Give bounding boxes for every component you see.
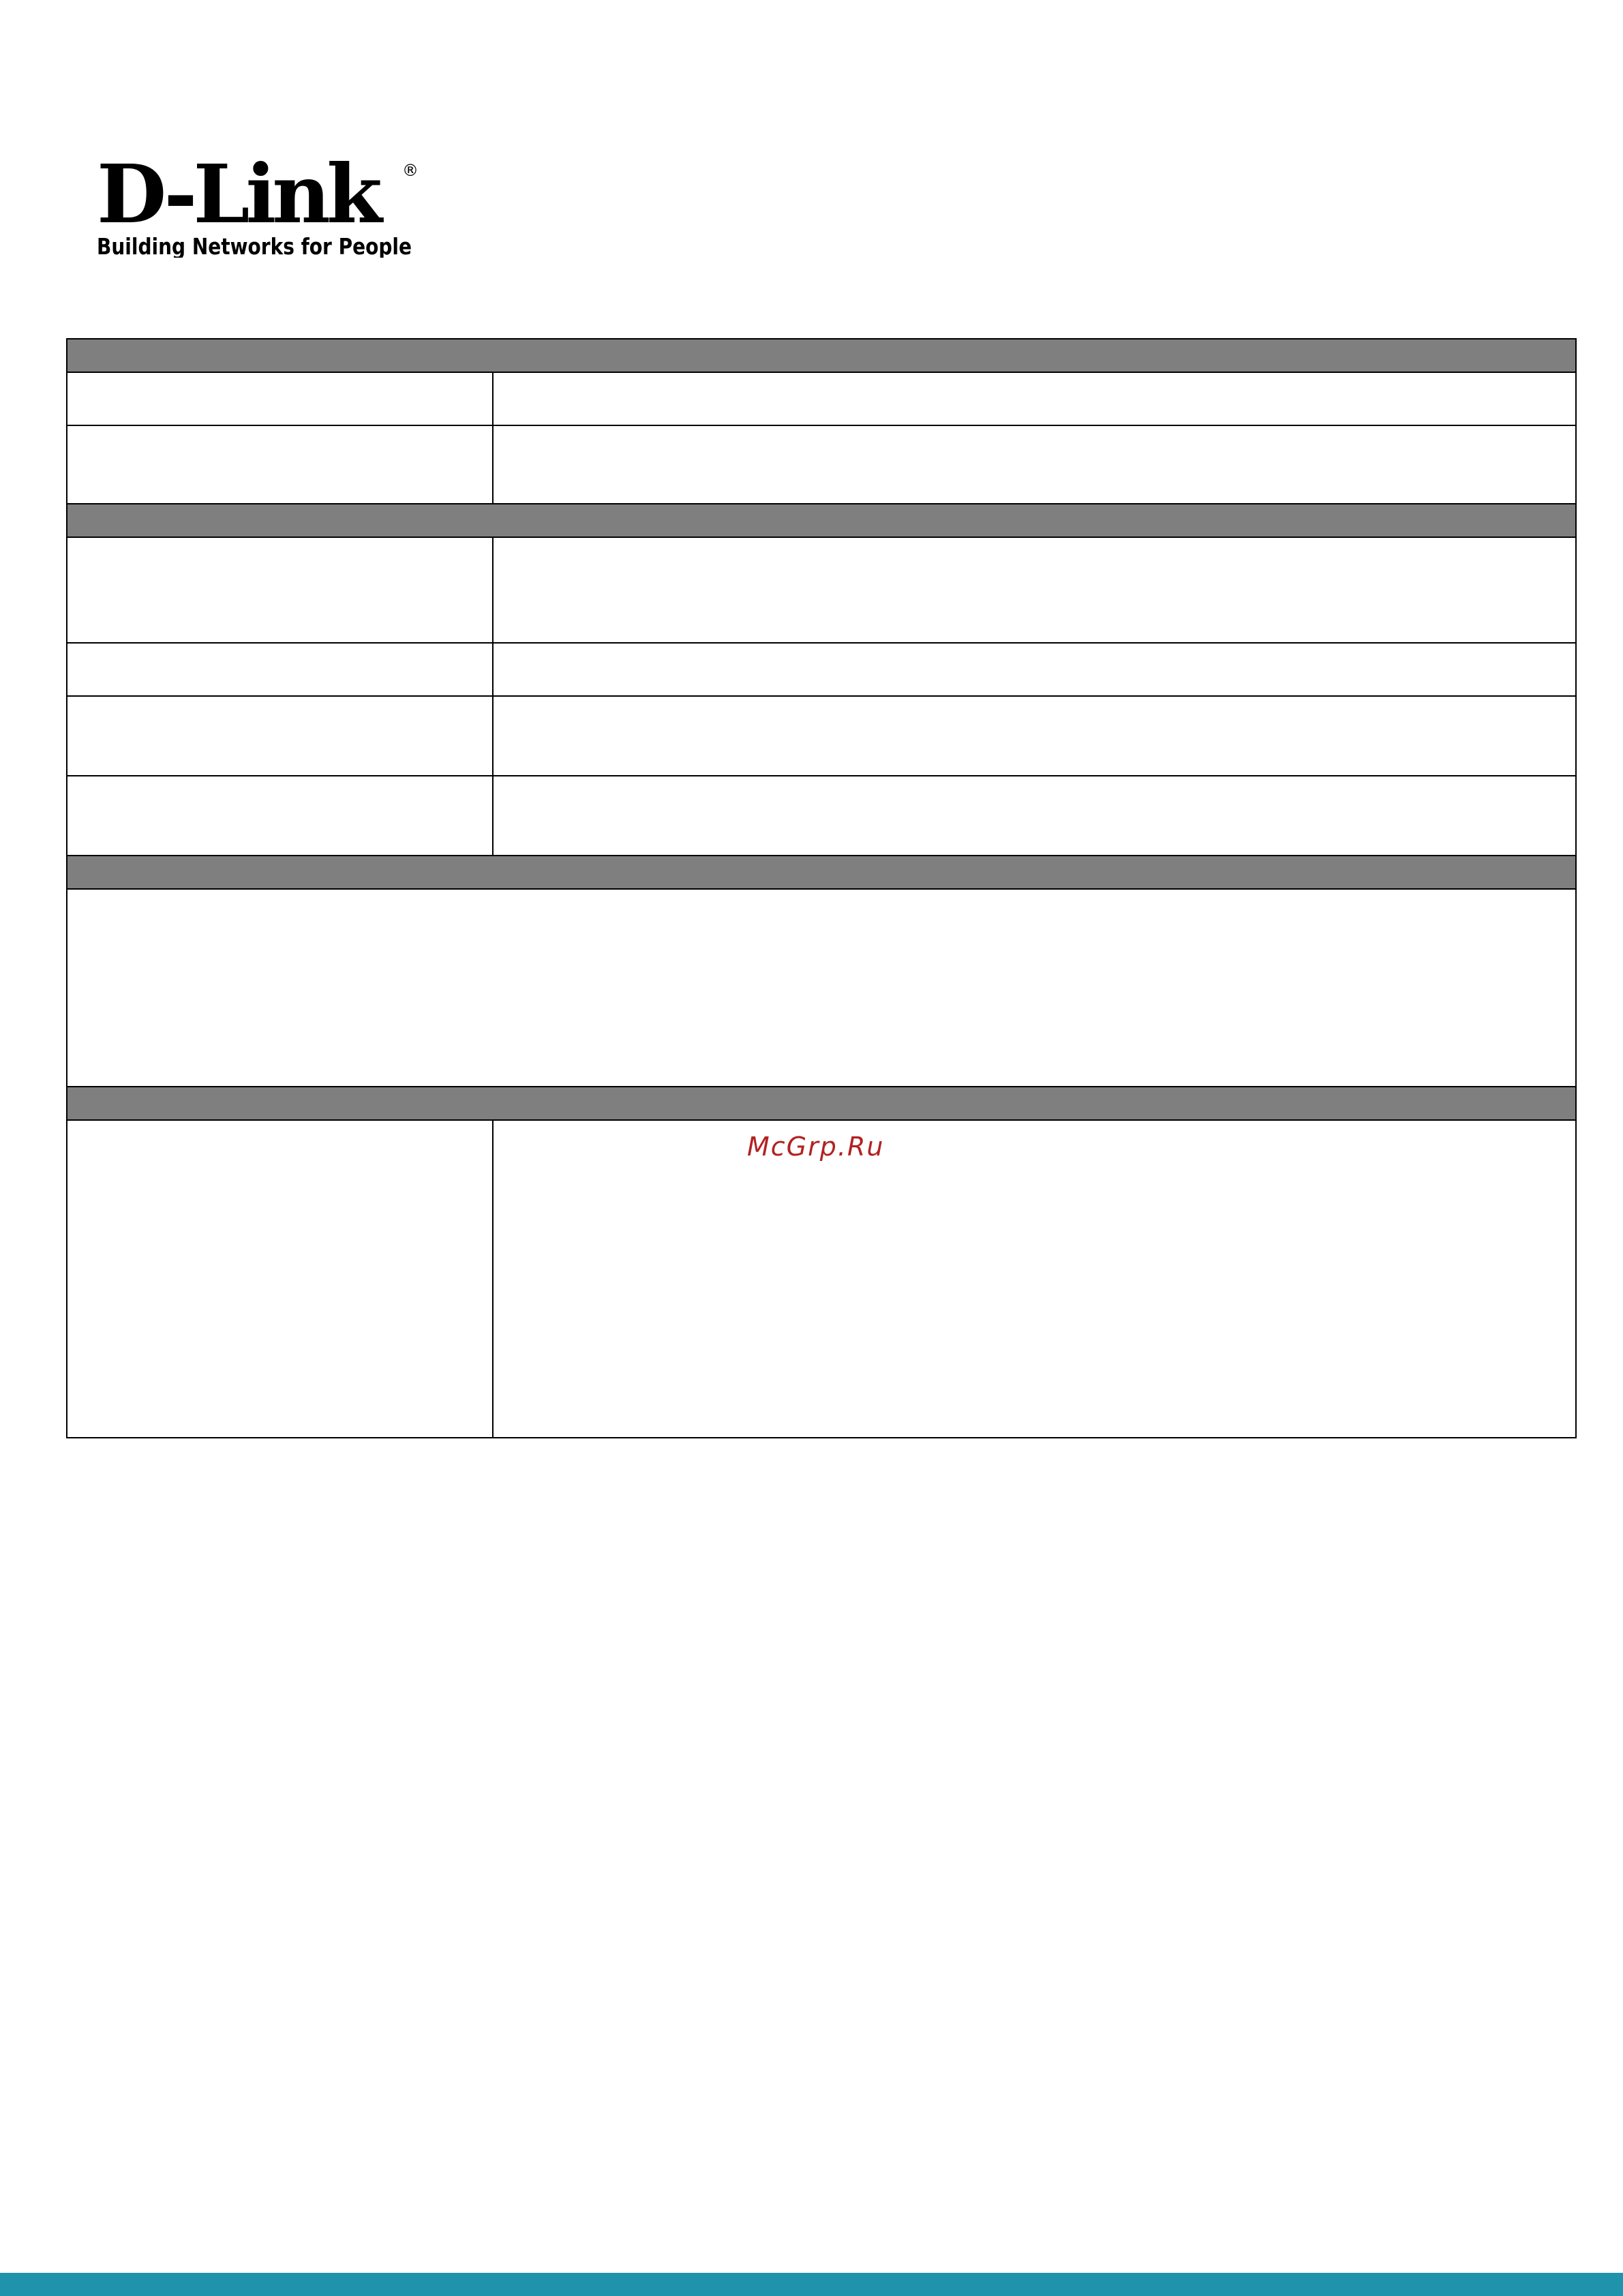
section-header-2 xyxy=(67,504,1576,537)
row-value-cell xyxy=(493,776,1576,856)
section-header-cell xyxy=(67,504,1576,537)
row-label-cell xyxy=(67,372,493,425)
section-header-1 xyxy=(67,339,1576,372)
table-row xyxy=(67,537,1576,643)
table-row xyxy=(67,889,1576,1087)
registered-mark: ® xyxy=(402,161,419,180)
table-row xyxy=(67,696,1576,776)
table-row xyxy=(67,776,1576,856)
row-label-cell xyxy=(67,776,493,856)
row-label-cell xyxy=(67,1120,493,1438)
table-row xyxy=(67,1120,1576,1438)
table-row xyxy=(67,643,1576,696)
section-header-cell xyxy=(67,1087,1576,1120)
dlink-logo-graphic xyxy=(94,155,428,258)
row-full-width-cell xyxy=(67,889,1576,1087)
row-label-cell xyxy=(67,537,493,643)
section-header-cell xyxy=(67,856,1576,889)
row-value-cell xyxy=(493,643,1576,696)
logo-wordmark: D-Link xyxy=(97,155,378,241)
section-header-3 xyxy=(67,856,1576,889)
row-label-cell xyxy=(67,696,493,776)
row-value-cell xyxy=(493,425,1576,504)
section-header-4 xyxy=(67,1087,1576,1120)
section-header-cell xyxy=(67,339,1576,372)
row-label-cell xyxy=(67,643,493,696)
row-value-cell xyxy=(493,537,1576,643)
footer-bar xyxy=(0,2273,1623,2296)
row-value-cell xyxy=(493,696,1576,776)
row-value-cell xyxy=(493,372,1576,425)
spec-table xyxy=(66,338,1577,1438)
table-row xyxy=(67,372,1576,425)
dlink-logo xyxy=(94,155,428,258)
watermark-text: McGrp.Ru xyxy=(747,1132,885,1162)
logo-tagline: Building Networks for People xyxy=(97,233,412,258)
table-row xyxy=(67,425,1576,504)
row-label-cell xyxy=(67,425,493,504)
row-value-cell xyxy=(493,1120,1576,1438)
